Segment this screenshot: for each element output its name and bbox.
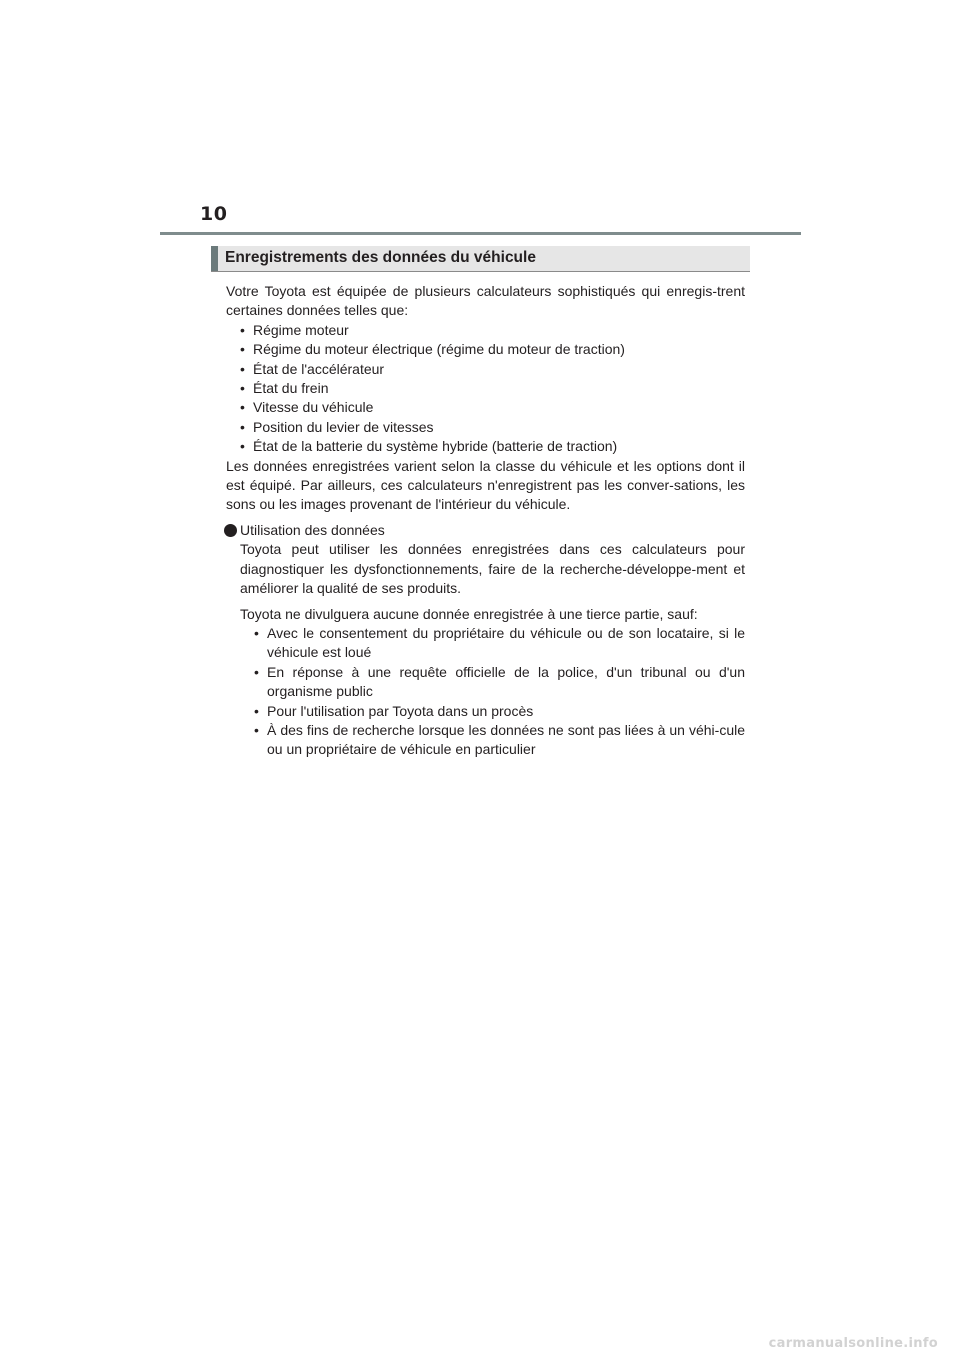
list-item: • Régime du moteur électrique (régime du moteur de traction) [226, 340, 745, 359]
section-header [211, 246, 750, 272]
section-body [226, 282, 745, 760]
list-item: • À des fins de recherche lorsque les données ne sont pas liées à un véhi-cule ou un propriétaire de véhicule en particulier [254, 721, 745, 758]
bullet-icon: • [240, 399, 245, 416]
list-item: • État de l'accélérateur [226, 360, 745, 379]
list-item: • Avec le consentement du propriétaire du véhicule ou de son locataire, si le véhicule est loué [254, 624, 745, 661]
list-item: • Pour l'utilisation par Toyota dans un procès [240, 702, 745, 721]
disclosure-paragraph: Toyota ne divulguera aucune donnée enregistrée à une tierce partie, sauf: [240, 605, 698, 622]
list-item: • Position du levier de vitesses [226, 418, 745, 437]
bullet-icon: • [254, 663, 259, 680]
bullet-icon: • [240, 418, 245, 435]
exceptions-list [240, 624, 745, 760]
section-header-bar [211, 246, 218, 271]
bullet-icon: • [240, 360, 245, 377]
data-use-paragraph: Toyota peut utiliser les données enregistrées dans ces calculateurs pour diagnostiquer les dysfonctionnements, faire de la recherche-développe-ment et améliorer la qualité de ses produits. [240, 541, 745, 597]
bullet-icon: • [240, 341, 245, 358]
recorded-items-list [226, 321, 745, 457]
list-item: • État du frein [226, 379, 745, 398]
watermark: carmanualsonline.info [768, 1336, 938, 1351]
bullet-icon: • [254, 624, 259, 641]
list-item: • Régime moteur [226, 321, 745, 340]
bullet-icon: • [240, 438, 245, 455]
data-use-block [226, 521, 745, 760]
page-number: 10 [200, 203, 228, 225]
bullet-icon: • [240, 321, 245, 338]
header-rule [160, 232, 801, 235]
recording-scope-paragraph: Les données enregistrées varient selon la classe du véhicule et les options dont il est équipé. Par ailleurs, ces calculateurs n'enregistrent pas les conver-sations, les sons ou les images provenant de l'intérieur du véhicule. [226, 457, 745, 513]
bullet-icon: • [240, 380, 245, 397]
filled-circle-icon [224, 524, 237, 537]
list-item: • Vitesse du véhicule [226, 398, 745, 417]
intro-paragraph: Votre Toyota est équipée de plusieurs calculateurs sophistiqués qui enregis-trent certaines données telles que: [226, 283, 745, 319]
data-use-heading: Utilisation des données [240, 521, 385, 538]
bullet-icon: • [254, 721, 259, 738]
section-title: Enregistrements des données du véhicule [225, 249, 536, 266]
list-item: • État de la batterie du système hybride (batterie de traction) [226, 437, 745, 456]
list-item: • En réponse à une requête officielle de la police, d'un tribunal ou d'un organisme public [254, 663, 745, 700]
bullet-icon: • [254, 702, 259, 719]
